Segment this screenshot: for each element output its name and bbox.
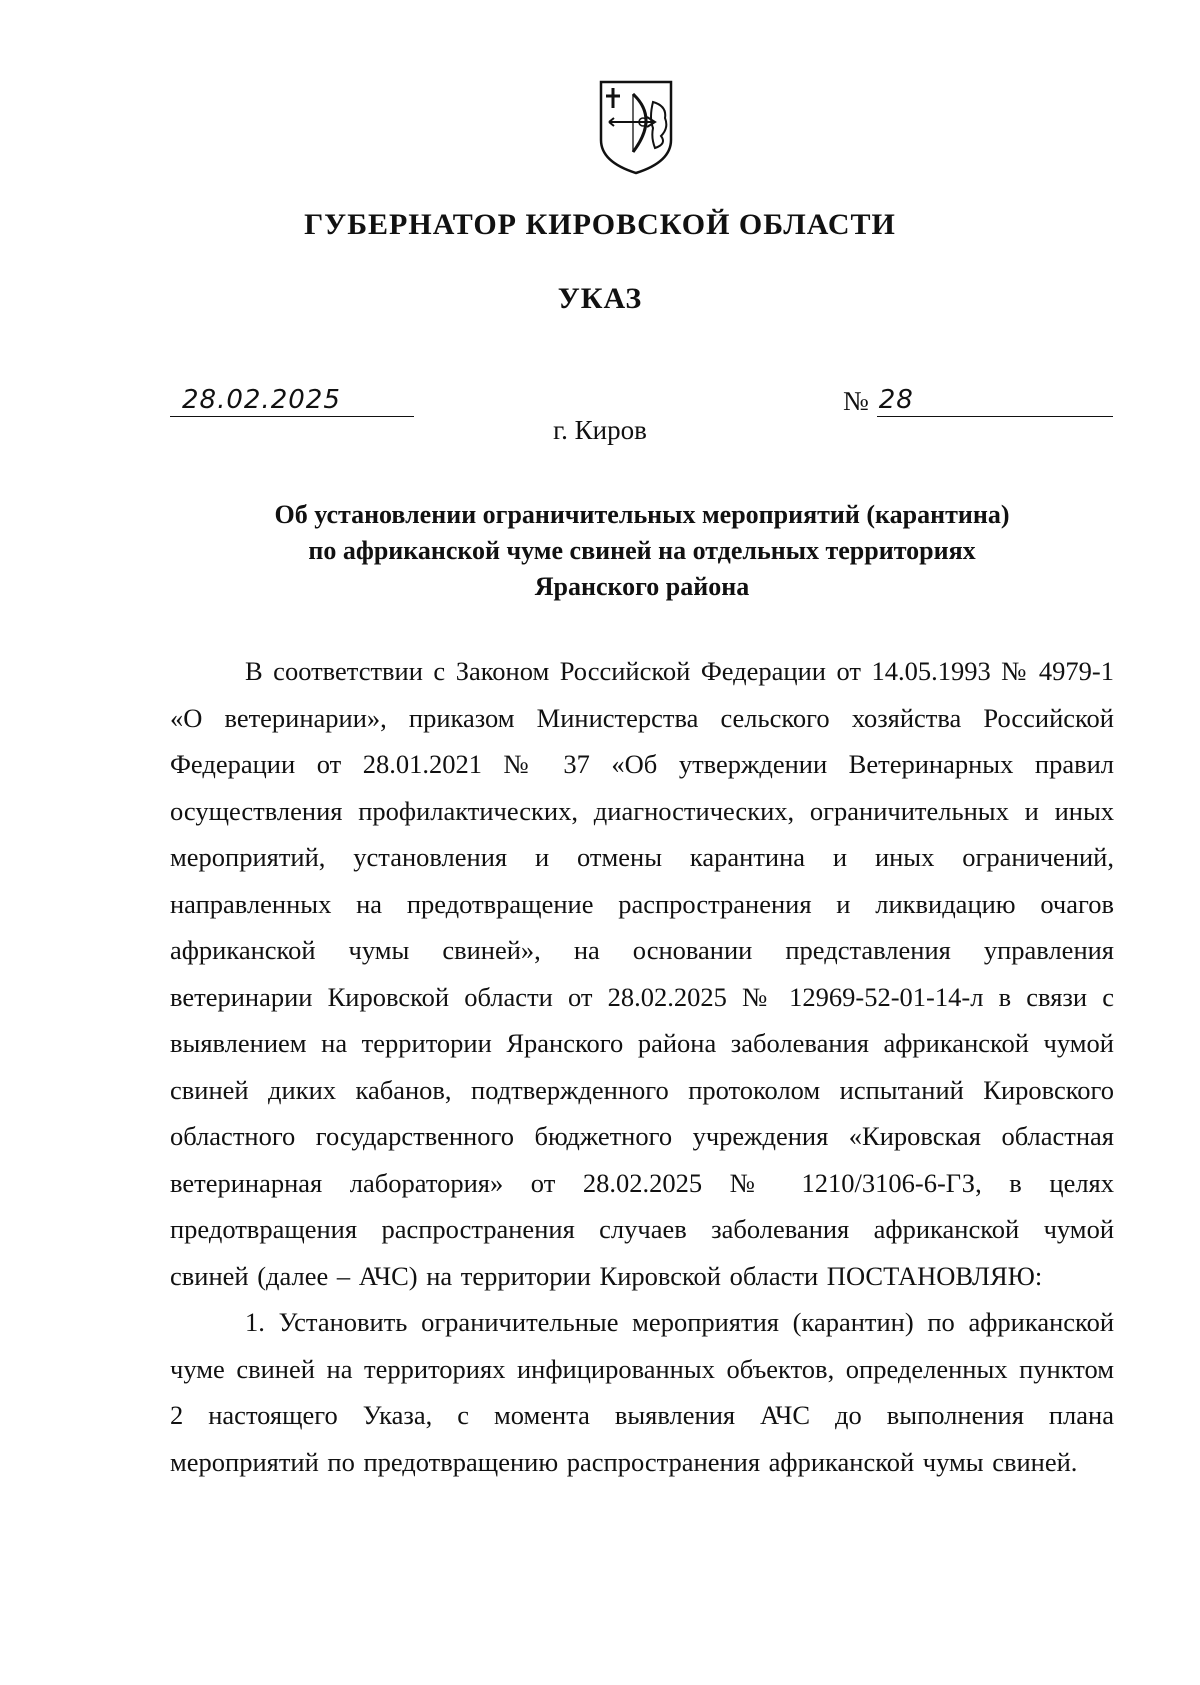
number-line xyxy=(877,384,1113,417)
preamble-paragraph: В соответствии с Законом Российской Федерации от 14.05.1993 № 4979-1 «О ветеринарии», приказом Министерства сельского хозяйства Российской Федерации от 28.01.2021 № 37 «Об утверждении Ветеринарных правил осуществления профилактических, диагностических, ограничительных и иных мероприятий, установления и отмены карантина и иных ограничений, направленных на предотвращение распространения и ликвидацию очагов африканской чумы свиней», на основании представления управления ветеринарии Кировской области от 28.02.2025 № 12969-52-01-14-л в связи с выявлением на территории Яранского района заболевания африканской чумой свиней диких кабанов, подтвержденного протоколом испытаний Кировского областного государственного бюджетного учреждения «Кировская областная ветеринарная лаборатория» от 28.02.2025 № 1210/3106-6-ГЗ, в целях предотвращения распространения случаев заболевания африканской чумой свиней (далее – АЧС) на территории Кировской области ПОСТАНОВЛЯЮ: xyxy=(170,656,1114,1291)
document-number: 28 xyxy=(878,385,914,415)
title-line: Яранского района xyxy=(534,572,750,601)
title-line: Об установлении ограничительных мероприятий (карантина) xyxy=(274,500,1010,529)
document-date: 28.02.2025 xyxy=(182,385,341,415)
title-line: по африканской чуме свиней на отдельных территориях xyxy=(308,536,976,565)
coat-of-arms-icon xyxy=(597,78,675,176)
number-sign: № xyxy=(843,386,869,416)
document-body xyxy=(170,648,1114,1485)
clause-1-paragraph: 1. Установить ограничительные мероприятия (карантин) по африканской чуме свиней на территориях инфицированных объектов, определенных пунктом 2 настоящего Указа, с момента выявления АЧС до выполнения плана мероприятий по предотвращению распространения африканской чумы свиней. xyxy=(170,1307,1114,1477)
number-field xyxy=(843,384,1113,417)
issuing-authority: ГУБЕРНАТОР КИРОВСКОЙ ОБЛАСТИ xyxy=(304,208,896,241)
date-field xyxy=(170,384,414,417)
city: г. Киров xyxy=(553,415,647,445)
document-title xyxy=(170,497,1114,605)
document-type: УКАЗ xyxy=(557,282,643,315)
